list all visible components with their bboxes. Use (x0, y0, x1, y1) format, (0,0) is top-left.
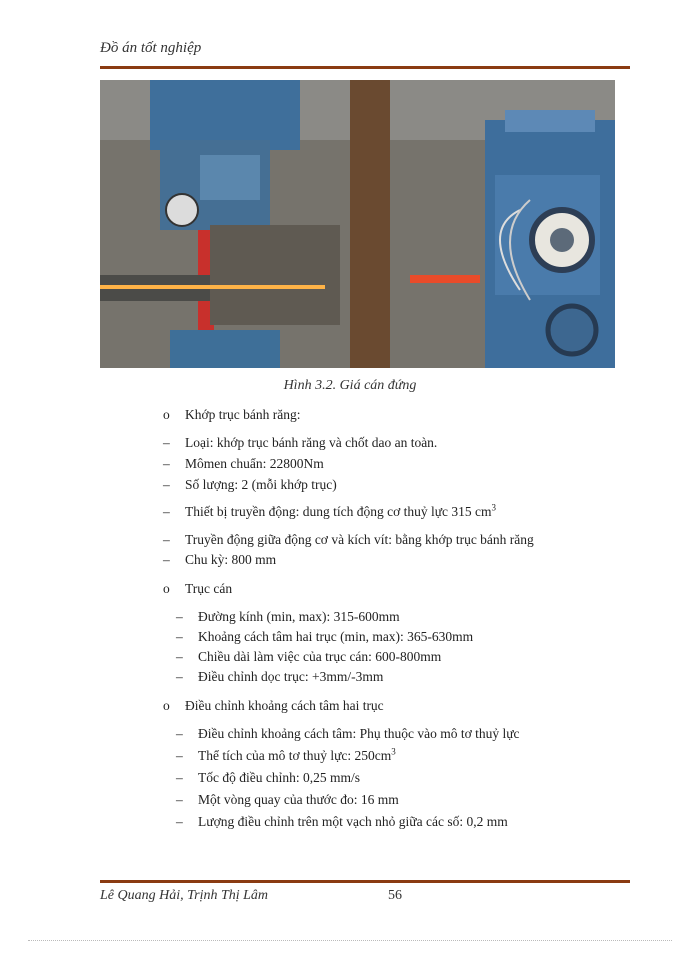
bullet-circle: o (163, 407, 170, 422)
superscript-3: 3 (491, 502, 497, 513)
dash-bullet: – (176, 814, 183, 829)
list-item: Thể tích của mô tơ thuỷ lực: $250cm^3$ (198, 746, 396, 763)
dash-bullet: – (176, 629, 183, 644)
dash-bullet: – (176, 770, 183, 785)
dash-bullet: – (163, 504, 170, 519)
list-item: Chiều dài làm việc của trục cán: 600-800mm (198, 649, 442, 664)
dash-bullet: – (163, 435, 170, 450)
dash-bullet: – (176, 609, 183, 624)
section-heading: Điều chỉnh khoảng cách tâm hai trục (185, 698, 384, 713)
dash-bullet: – (163, 456, 170, 471)
list-item: Mômen chuẩn: 22800Nm (185, 456, 324, 471)
section-heading: Trục cán (185, 581, 233, 596)
list-item: Điều chỉnh dọc trục: +3mm/-3mm (198, 669, 384, 684)
dash-bullet: – (163, 532, 170, 547)
list-item: Truyền động giữa động cơ và kích vít: bằng khớp trục bánh răng (185, 532, 534, 547)
bullet-circle: o (163, 698, 170, 713)
page-number: 56 (388, 888, 402, 903)
dash-bullet: – (176, 669, 183, 684)
list-item: Đường kính (min, max): 315-600mm (198, 609, 400, 624)
figure-caption: Hình 3.2. Giá cán đứng (283, 378, 417, 393)
dash-bullet: – (176, 792, 183, 807)
bullet-circle: o (163, 581, 170, 596)
header-rule (100, 66, 630, 69)
dash-bullet: – (176, 649, 183, 664)
list-item: Lượng điều chỉnh trên một vạch nhỏ giữa các số: 0,2 mm (198, 814, 508, 829)
rolling-stand-photo (100, 80, 615, 368)
footer-rule (100, 880, 630, 883)
list-item: Khoảng cách tâm hai trục (min, max): 365-630mm (198, 629, 474, 644)
dash-bullet: – (163, 477, 170, 492)
running-header: Đồ án tốt nghiệp (100, 40, 202, 56)
list-item: Chu kỳ: 800 mm (185, 552, 277, 567)
list-item: Điều chỉnh khoảng cách tâm: Phụ thuộc vào mô tơ thuỷ lực (198, 726, 520, 741)
section-heading: Khớp trục bánh răng: (185, 407, 301, 422)
dash-bullet: – (176, 726, 183, 741)
list-item: Tốc độ điều chỉnh: 0,25 mm/s (198, 770, 360, 785)
footer-author: Lê Quang Hải, Trịnh Thị Lâm (100, 888, 269, 903)
dash-bullet: – (176, 748, 183, 763)
list-item: Số lượng: 2 (mỗi khớp trục) (185, 477, 337, 492)
list-item: Một vòng quay của thước đo: 16 mm (198, 792, 399, 807)
page-edge-divider (28, 940, 672, 941)
superscript-3: 3 (391, 746, 396, 757)
list-item: Thiết bị truyền động: dung tích động cơ thuỷ lực 315 $cm^3$ (185, 502, 497, 519)
dash-bullet: – (163, 552, 170, 567)
list-item: Loại: khớp trục bánh răng và chốt dao an toàn. (185, 435, 438, 450)
